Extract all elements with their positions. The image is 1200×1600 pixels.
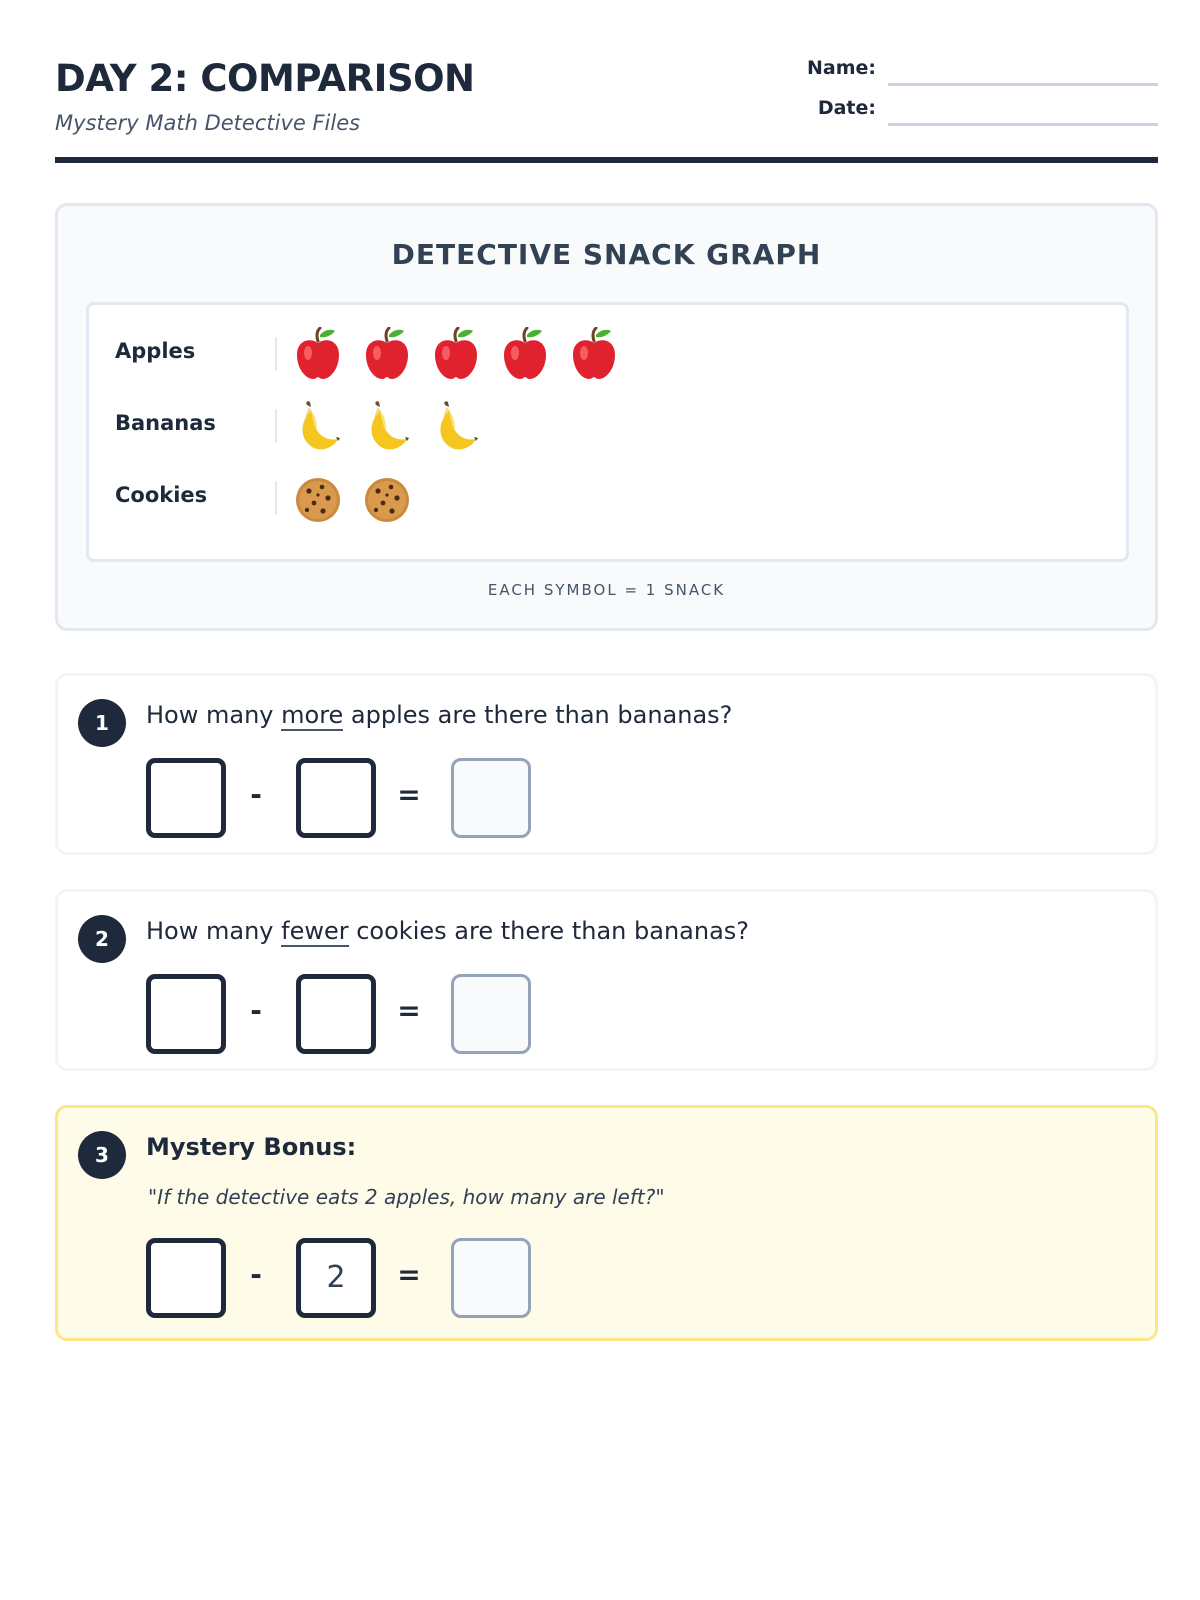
worksheet-header <box>55 55 1158 163</box>
minus-sign: - <box>250 1258 262 1291</box>
row-label: Apples <box>115 339 196 363</box>
question-number: 2 <box>78 915 126 963</box>
minuend-box[interactable] <box>146 974 226 1054</box>
graph-row-apples <box>89 317 1126 391</box>
question-1-card <box>55 673 1158 855</box>
equation <box>146 974 546 1054</box>
date-field[interactable] <box>888 123 1158 126</box>
page-subtitle: Mystery Math Detective Files <box>55 111 361 135</box>
date-field-row <box>798 95 1158 125</box>
answer-box[interactable] <box>451 758 531 838</box>
equals-sign: = <box>397 994 421 1027</box>
question-text-end: apples are there than bananas? <box>343 701 733 729</box>
banana-icon <box>363 399 411 453</box>
minuend-box[interactable] <box>146 758 226 838</box>
subtrahend-box[interactable] <box>296 758 376 838</box>
banana-icon <box>294 399 342 453</box>
cookie-symbols <box>294 471 432 525</box>
subtrahend-box[interactable] <box>296 974 376 1054</box>
name-label: Name: <box>806 57 876 79</box>
name-field-row <box>798 55 1158 85</box>
subtrahend-box: 2 <box>296 1238 376 1318</box>
graph-key: EACH SYMBOL = 1 SNACK <box>487 581 726 599</box>
question-text-end: cookies are there than bananas? <box>348 917 750 945</box>
page-title: DAY 2: COMPARISON <box>55 57 475 100</box>
graph-row-bananas <box>89 389 1126 463</box>
apple-icon <box>294 327 342 381</box>
question-2-card <box>55 889 1158 1071</box>
graph-title: DETECTIVE SNACK GRAPH <box>391 238 822 271</box>
answer-box[interactable] <box>451 974 531 1054</box>
row-label: Cookies <box>115 483 208 507</box>
equals-sign: = <box>397 778 421 811</box>
question-text <box>146 917 749 945</box>
banana-symbols <box>294 399 501 453</box>
question-text-start: How many <box>146 701 282 729</box>
question-number: 3 <box>78 1131 126 1179</box>
name-field[interactable] <box>888 83 1158 86</box>
minus-sign: - <box>250 994 262 1027</box>
snack-graph-card <box>55 203 1158 631</box>
row-divider <box>275 409 277 443</box>
question-text-start: How many <box>146 917 282 945</box>
apple-icon <box>501 327 549 381</box>
minus-sign: - <box>250 778 262 811</box>
graph-row-cookies <box>89 461 1126 535</box>
pictograph <box>86 302 1129 562</box>
banana-icon <box>432 399 480 453</box>
apple-icon <box>363 327 411 381</box>
question-number: 1 <box>78 699 126 747</box>
apple-icon <box>432 327 480 381</box>
bonus-title: Mystery Bonus: <box>146 1133 357 1161</box>
answer-box[interactable] <box>451 1238 531 1318</box>
equation <box>146 1238 546 1318</box>
apple-icon <box>570 327 618 381</box>
question-text <box>146 701 732 729</box>
row-divider <box>275 337 277 371</box>
keyword-more: more <box>281 701 344 729</box>
question-3-card <box>55 1105 1158 1341</box>
date-label: Date: <box>817 97 876 119</box>
row-label: Bananas <box>115 411 216 435</box>
equation <box>146 758 546 838</box>
cookie-icon <box>294 471 342 525</box>
equals-sign: = <box>397 1258 421 1291</box>
apple-symbols <box>294 327 639 381</box>
minuend-box[interactable] <box>146 1238 226 1318</box>
bonus-quote: "If the detective eats 2 apples, how many are left?" <box>148 1185 665 1209</box>
keyword-fewer: fewer <box>281 917 349 945</box>
cookie-icon <box>363 471 411 525</box>
row-divider <box>275 481 277 515</box>
